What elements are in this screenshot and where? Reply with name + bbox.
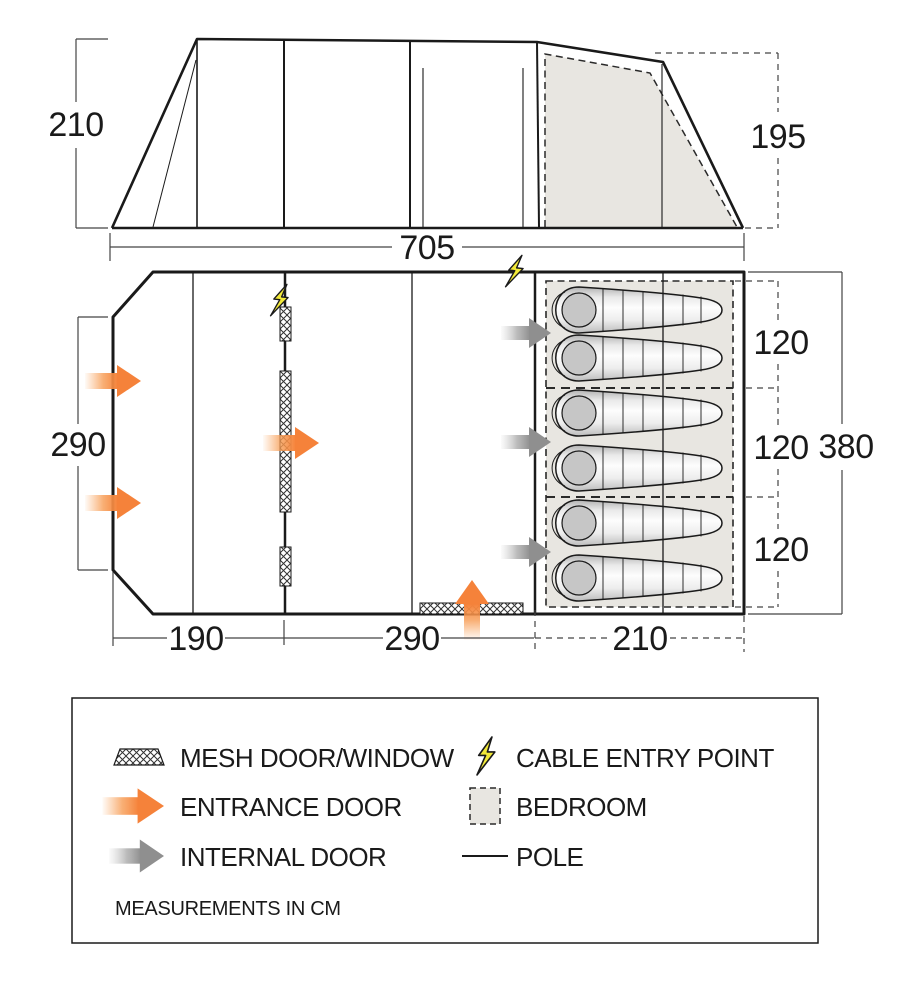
legend-mesh-label: MESH DOOR/WINDOW xyxy=(180,743,454,773)
dim-label-depth-bedroom-total: 380 xyxy=(818,428,874,466)
dim-label-width-porch: 190 xyxy=(168,620,224,658)
mesh-window-strip xyxy=(280,547,291,586)
floor-plan xyxy=(85,254,744,640)
side-view-bedroom-shade xyxy=(545,54,737,227)
side-view xyxy=(112,39,743,228)
legend xyxy=(72,698,818,943)
mesh-window-strip xyxy=(280,307,291,341)
bedroom-area xyxy=(546,281,733,607)
legend-mesh-icon xyxy=(114,749,164,765)
legend-pole-label: POLE xyxy=(516,842,584,872)
dim-label-length: 705 xyxy=(399,229,455,267)
legend-entrance-label: ENTRANCE DOOR xyxy=(180,792,402,822)
side-view-seam-line xyxy=(153,60,196,227)
side-view-section-divider xyxy=(537,42,539,227)
dim-label-bedroom-section-3: 120 xyxy=(753,531,809,569)
dim-label-height-left: 210 xyxy=(48,106,104,144)
dim-label-depth-front: 290 xyxy=(50,426,106,464)
dim-label-width-bedroom: 210 xyxy=(612,620,668,658)
legend-bedroom-icon xyxy=(470,788,500,824)
dim-label-width-living: 290 xyxy=(384,620,440,658)
legend-bedroom-label: BEDROOM xyxy=(516,792,647,822)
dim-label-bedroom-section-2: 120 xyxy=(753,429,809,467)
legend-note: MEASUREMENTS IN CM xyxy=(115,898,341,920)
dim-label-bedroom-section-1: 120 xyxy=(753,324,809,362)
dim-label-height-right: 195 xyxy=(750,118,806,156)
legend-cable-label: CABLE ENTRY POINT xyxy=(516,743,774,773)
legend-internal-label: INTERNAL DOOR xyxy=(180,842,387,872)
